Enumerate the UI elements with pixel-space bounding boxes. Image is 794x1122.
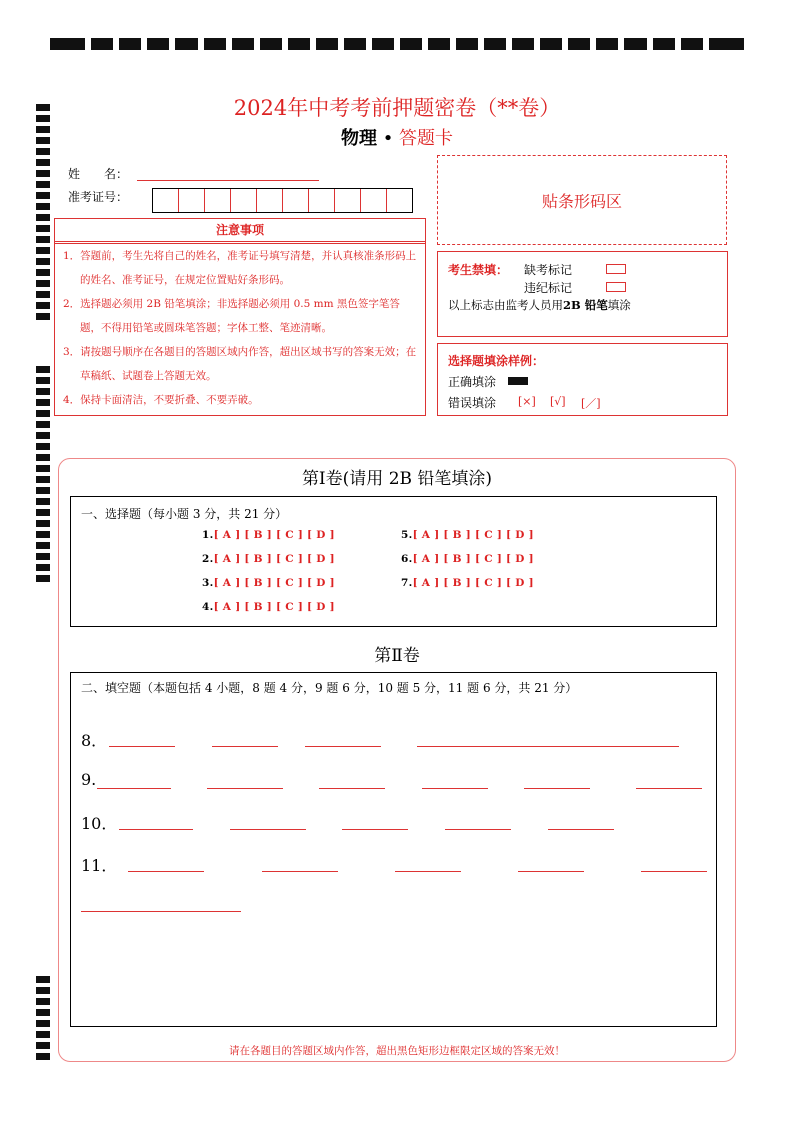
answer-blank[interactable] [212,746,278,747]
q-options: [ A ] [ B ] [ C ] [ D ] [213,601,335,613]
q9-label: 9. [81,770,97,789]
dot-separator: • [382,128,394,149]
answer-blank[interactable] [207,788,283,789]
answer-blank[interactable] [417,746,679,747]
answer-blank[interactable] [119,829,193,830]
question-5[interactable] [401,529,534,541]
card-label: 答题卡 [399,128,454,149]
wrong-label: 错误填涂 [448,396,497,410]
name-label: 姓 名： [68,167,129,181]
fill-section-title: 二、填空题（本题包括 4 小题，8 题 4 分，9 题 6 分，10 题 5 分，11 题 6 分，共 21 分） [81,681,578,695]
notice-heading: 注意事项 [55,219,425,242]
q8-label: 8． [81,731,108,750]
examiner-only-box [437,251,728,337]
part2-title: 第Ⅱ卷 [374,646,420,666]
question-6[interactable] [401,553,534,565]
answer-blank[interactable] [109,746,175,747]
q-options: [ A ] [ B ] [ C ] [ D ] [412,577,534,589]
answer-blank[interactable] [128,871,204,872]
notice-item: 3．请按题号顺序在各题目的答题区域内作答，超出区域书写的答案无效；在草稿纸、试题卷上答题无效。 [63,346,417,382]
notice-box [54,218,426,416]
q-number: 4. [202,601,214,613]
forbid-note-bold: 2B 铅笔 [563,298,608,312]
q-number: 6. [401,553,413,565]
answer-blank[interactable] [524,788,590,789]
exam-title: 2024年中考考前押题密卷（**卷） [233,96,561,120]
violation-label: 违纪标记 [524,281,573,295]
forbid-label: 考生禁填： [448,263,509,277]
choice-section-title: 一、选择题（每小题 3 分，共 21 分） [81,507,288,521]
answer-blank[interactable] [230,829,306,830]
q-number: 1. [202,529,214,541]
correct-label: 正确填涂 [448,375,497,389]
top-timing-bar [50,38,744,50]
notice-item: 4．保持卡面清洁，不要折叠、不要弄破。 [63,394,259,406]
q-number: 3. [202,577,214,589]
barcode-label: 贴条形码区 [541,191,622,211]
q11-label: 11． [81,856,118,875]
q-options: [ A ] [ B ] [ C ] [ D ] [213,529,335,541]
absent-mark-box[interactable] [606,264,626,274]
answer-blank[interactable] [641,871,707,872]
answer-blank[interactable] [548,829,614,830]
name-field[interactable] [137,180,319,181]
question-4[interactable] [202,601,335,613]
forbid-note-suffix: 填涂 [607,298,631,312]
q-options: [ A ] [ B ] [ C ] [ D ] [213,577,335,589]
correct-fill-sample [508,377,528,385]
q-options: [ A ] [ B ] [ C ] [ D ] [412,529,534,541]
subtitle [0,124,794,150]
q-options: [ A ] [ B ] [ C ] [ D ] [412,553,534,565]
wrong-mark-2: [√] [550,395,566,408]
answer-blank[interactable] [81,911,241,912]
answer-blank[interactable] [262,871,338,872]
question-7[interactable] [401,577,534,589]
answer-blank[interactable] [305,746,381,747]
forbid-note [448,297,631,313]
answer-blank[interactable] [319,788,385,789]
choice-section [70,496,717,627]
fill-blank-section [70,672,717,1027]
question-2[interactable] [202,553,335,565]
answer-blank[interactable] [636,788,702,789]
subject: 物理 [340,128,377,149]
answer-blank[interactable] [97,788,171,789]
absent-label: 缺考标记 [524,263,573,277]
violation-mark-box[interactable] [606,282,626,292]
exam-id-label: 准考证号： [68,190,129,204]
q-options: [ A ] [ B ] [ C ] [ D ] [213,553,335,565]
notice-item: 1．答题前，考生先将自己的姓名，准考证号填写清楚，并认真核准条形码上的姓名、准考证号，在规定位置贴好条形码。 [63,250,417,286]
q-number: 2. [202,553,214,565]
barcode-area [437,155,727,245]
q-number: 7. [401,577,413,589]
forbid-note-prefix: 以上标志由监考人员用 [448,298,563,312]
notice-item: 2．选择题必须用 2B 铅笔填涂；非选择题必须用 0.5 mm 黑色签字笔答题，不得用铅笔或圆珠笔答题；字体工整、笔迹清晰。 [63,298,400,334]
answer-blank[interactable] [342,829,408,830]
exam-id-boxes[interactable] [152,188,413,213]
wrong-mark-3: [／] [581,397,601,410]
q10-label: 10． [81,814,118,833]
answer-blank[interactable] [445,829,511,830]
question-1[interactable] [202,529,335,541]
question-3[interactable] [202,577,335,589]
answer-blank[interactable] [422,788,488,789]
part1-title: 第Ⅰ卷(请用 2B 铅笔填涂) [301,469,493,489]
wrong-mark-1: [×] [518,395,536,408]
answer-blank[interactable] [395,871,461,872]
fill-sample-box [437,343,728,416]
sample-heading: 选择题填涂样例： [448,354,545,368]
footer-warning: 请在各题目的答题区域内作答，超出黑色矩形边框限定区域的答案无效！ [229,1045,565,1057]
answer-blank[interactable] [518,871,584,872]
q-number: 5. [401,529,413,541]
